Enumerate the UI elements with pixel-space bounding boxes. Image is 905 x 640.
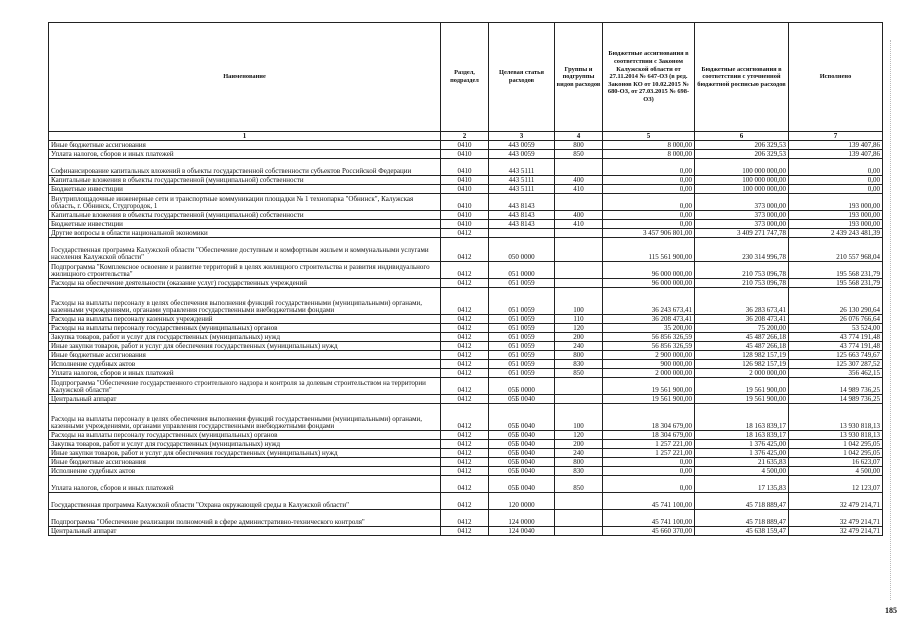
row-budget-law: 36 208 473,41 — [603, 315, 695, 324]
row-executed: 139 407,86 — [789, 141, 883, 150]
row-budget-revised: 210 753 096,78 — [695, 279, 789, 288]
row-executed: 1 042 295,05 — [789, 449, 883, 458]
row-budget-revised: 100 000 000,00 — [695, 176, 789, 185]
row-target: 051 0059 — [489, 315, 555, 324]
row-executed: 16 623,07 — [789, 458, 883, 467]
row-group: 800 — [555, 141, 603, 150]
row-target: 05Б 0040 — [489, 440, 555, 449]
row-target: 051 0059 — [489, 360, 555, 369]
row-budget-revised: 1 376 425,00 — [695, 440, 789, 449]
row-target: 05Б 0040 — [489, 395, 555, 404]
row-section: 0412 — [441, 395, 489, 404]
row-group — [555, 395, 603, 404]
row-budget-law: 0,00 — [603, 467, 695, 476]
row-budget-revised: 373 000,00 — [695, 220, 789, 229]
budget-report-sheet — [48, 22, 882, 536]
column-number: 5 — [603, 132, 695, 141]
row-executed: 14 989 736,25 — [789, 378, 883, 395]
row-executed: 195 568 231,79 — [789, 262, 883, 279]
row-budget-revised: 206 329,53 — [695, 150, 789, 159]
row-executed: 0,00 — [789, 159, 883, 176]
table-row — [49, 150, 883, 159]
row-group — [555, 493, 603, 510]
table-row — [49, 229, 883, 238]
row-section: 0410 — [441, 185, 489, 194]
row-group — [555, 510, 603, 527]
row-target: 05Б 0000 — [489, 378, 555, 395]
table-row — [49, 159, 883, 176]
row-name: Расходы на выплаты персоналу казенных учреждений — [49, 315, 441, 324]
row-executed: 32 479 214,71 — [789, 527, 883, 536]
row-budget-law: 36 243 673,41 — [603, 288, 695, 315]
row-budget-revised: 19 561 900,00 — [695, 395, 789, 404]
row-section: 0412 — [441, 324, 489, 333]
table-row — [49, 238, 883, 262]
table-row — [49, 449, 883, 458]
column-number: 3 — [489, 132, 555, 141]
row-budget-law: 0,00 — [603, 220, 695, 229]
row-name: Государственная программа Калужской области "Обеспечение доступным и комфортным жильем и коммунальными услугами населения Калужской области" — [49, 238, 441, 262]
row-name: Иные закупки товаров, работ и услуг для обеспечения государственных (муниципальных) нужд — [49, 449, 441, 458]
row-budget-revised: 100 000 000,00 — [695, 185, 789, 194]
row-group: 200 — [555, 333, 603, 342]
row-executed: 125 307 287,52 — [789, 360, 883, 369]
table-row — [49, 279, 883, 288]
row-section: 0412 — [441, 510, 489, 527]
table-header — [49, 23, 883, 141]
scan-margin-line — [890, 40, 891, 600]
row-executed: 13 930 818,13 — [789, 404, 883, 431]
row-name: Уплата налогов, сборов и иных платежей — [49, 150, 441, 159]
row-target: 120 0000 — [489, 493, 555, 510]
column-number-row — [49, 132, 883, 141]
row-budget-law: 8 000,00 — [603, 141, 695, 150]
row-group: 240 — [555, 449, 603, 458]
table-row — [49, 141, 883, 150]
row-target: 051 0059 — [489, 369, 555, 378]
header-name: Наименование — [49, 23, 441, 132]
row-section: 0412 — [441, 279, 489, 288]
row-budget-revised: 36 283 673,41 — [695, 288, 789, 315]
row-name: Капитальные вложения в объекты государственной (муниципальной) собственности — [49, 176, 441, 185]
row-section: 0410 — [441, 194, 489, 211]
row-budget-law: 18 304 679,00 — [603, 404, 695, 431]
column-number: 2 — [441, 132, 489, 141]
row-name: Уплата налогов, сборов и иных платежей — [49, 476, 441, 493]
row-group — [555, 238, 603, 262]
table-row — [49, 342, 883, 351]
table-row — [49, 262, 883, 279]
column-number: 4 — [555, 132, 603, 141]
row-group: 800 — [555, 351, 603, 360]
row-name: Софинансирование капитальных вложений в объекты государственной собственности субъектов Российской Федерации — [49, 159, 441, 176]
row-name: Государственная программа Калужской области "Охрана окружающей среды в Калужской области" — [49, 493, 441, 510]
row-budget-revised: 45 487 266,18 — [695, 342, 789, 351]
table-row — [49, 493, 883, 510]
row-section: 0412 — [441, 351, 489, 360]
row-section: 0412 — [441, 404, 489, 431]
table-row — [49, 527, 883, 536]
row-target — [489, 229, 555, 238]
row-group: 120 — [555, 431, 603, 440]
row-section: 0412 — [441, 378, 489, 395]
header-target: Целевая статья расходов — [489, 23, 555, 132]
row-section: 0412 — [441, 360, 489, 369]
row-group: 240 — [555, 342, 603, 351]
row-executed: 4 500,00 — [789, 467, 883, 476]
row-budget-revised: 18 163 839,17 — [695, 431, 789, 440]
table-row — [49, 510, 883, 527]
row-name: Расходы на выплаты персоналу государственных (муниципальных) органов — [49, 431, 441, 440]
row-executed: 210 557 968,04 — [789, 238, 883, 262]
table-row — [49, 404, 883, 431]
row-section: 0410 — [441, 176, 489, 185]
row-section: 0412 — [441, 262, 489, 279]
row-budget-law: 45 741 100,00 — [603, 493, 695, 510]
row-budget-law: 1 257 221,00 — [603, 440, 695, 449]
column-number: 6 — [695, 132, 789, 141]
row-section: 0412 — [441, 342, 489, 351]
row-executed: 13 930 818,13 — [789, 431, 883, 440]
row-target: 443 8143 — [489, 194, 555, 211]
row-group: 830 — [555, 467, 603, 476]
row-group — [555, 262, 603, 279]
table-row — [49, 211, 883, 220]
row-group: 830 — [555, 360, 603, 369]
row-name: Расходы на выплаты персоналу государственных (муниципальных) органов — [49, 324, 441, 333]
row-executed: 12 123,07 — [789, 476, 883, 493]
row-target: 05Б 0040 — [489, 449, 555, 458]
table-row — [49, 395, 883, 404]
row-executed: 32 479 214,71 — [789, 510, 883, 527]
row-budget-law: 96 000 000,00 — [603, 262, 695, 279]
row-name: Другие вопросы в области национальной экономики — [49, 229, 441, 238]
row-target: 443 5111 — [489, 159, 555, 176]
row-group: 400 — [555, 211, 603, 220]
row-budget-law: 0,00 — [603, 476, 695, 493]
row-group: 110 — [555, 315, 603, 324]
row-section: 0412 — [441, 467, 489, 476]
page-number: 185 — [885, 606, 897, 615]
row-group: 100 — [555, 288, 603, 315]
row-section: 0412 — [441, 238, 489, 262]
column-number: 1 — [49, 132, 441, 141]
row-section: 0412 — [441, 315, 489, 324]
row-budget-law: 56 856 326,59 — [603, 342, 695, 351]
row-budget-revised: 45 718 889,47 — [695, 493, 789, 510]
row-budget-revised: 36 208 473,41 — [695, 315, 789, 324]
row-target: 05Б 0040 — [489, 404, 555, 431]
table-row — [49, 351, 883, 360]
row-section: 0410 — [441, 220, 489, 229]
row-executed: 0,00 — [789, 176, 883, 185]
row-name: Иные закупки товаров, работ и услуг для обеспечения государственных (муниципальных) нужд — [49, 342, 441, 351]
header-section: Раздел, подраздел — [441, 23, 489, 132]
row-section: 0412 — [441, 458, 489, 467]
row-section: 0412 — [441, 229, 489, 238]
table-row — [49, 458, 883, 467]
row-group — [555, 527, 603, 536]
row-budget-revised: 45 718 889,47 — [695, 510, 789, 527]
row-budget-revised: 18 163 839,17 — [695, 404, 789, 431]
row-target: 051 0059 — [489, 342, 555, 351]
row-target: 443 5111 — [489, 176, 555, 185]
header-group: Группы и подгруппы видов расходов — [555, 23, 603, 132]
row-executed: 53 524,00 — [789, 324, 883, 333]
row-section: 0412 — [441, 369, 489, 378]
row-budget-revised: 373 000,00 — [695, 211, 789, 220]
row-group: 200 — [555, 440, 603, 449]
table-row — [49, 176, 883, 185]
row-name: Внутриплощадочные инженерные сети и транспортные коммуникации площадки № 1 технопарка "Обнинск", Калужская область, г. Обнинск, Студгородок, 1 — [49, 194, 441, 211]
row-budget-revised: 17 135,83 — [695, 476, 789, 493]
row-target: 051 0059 — [489, 288, 555, 315]
header-budget-law: Бюджетные ассигнования в соответствии с Законом Калужской области от 27.11.2014 № 647-ОЗ (в ред. Законов КО от 10.02.2015 № 680-ОЗ, от 27.03.2015 № 698-ОЗ) — [603, 23, 695, 132]
row-target: 443 8143 — [489, 211, 555, 220]
row-budget-revised: 4 500,00 — [695, 467, 789, 476]
row-budget-revised: 230 314 996,78 — [695, 238, 789, 262]
table-row — [49, 378, 883, 395]
table-row — [49, 288, 883, 315]
row-budget-law: 115 561 900,00 — [603, 238, 695, 262]
row-executed: 26 130 290,64 — [789, 288, 883, 315]
row-group: 400 — [555, 176, 603, 185]
row-name: Закупка товаров, работ и услуг для государственных (муниципальных) нужд — [49, 440, 441, 449]
row-budget-law: 96 000 000,00 — [603, 279, 695, 288]
row-budget-law: 0,00 — [603, 185, 695, 194]
row-budget-law: 0,00 — [603, 211, 695, 220]
row-section: 0412 — [441, 476, 489, 493]
row-target: 051 0059 — [489, 333, 555, 342]
row-target: 051 0059 — [489, 324, 555, 333]
row-executed: 1 042 295,05 — [789, 440, 883, 449]
row-name: Расходы на обеспечение деятельности (оказание услуг) государственных учреждений — [49, 279, 441, 288]
row-executed: 193 000,00 — [789, 220, 883, 229]
row-name: Иные бюджетные ассигнования — [49, 458, 441, 467]
row-group: 100 — [555, 404, 603, 431]
row-budget-law: 45 741 100,00 — [603, 510, 695, 527]
row-name: Иные бюджетные ассигнования — [49, 141, 441, 150]
row-group: 800 — [555, 458, 603, 467]
row-name: Расходы на выплаты персоналу в целях обеспечения выполнения функций государственными (муниципальными) органами, казенными учреждениями, органами управления государственными внебюджетными фондами — [49, 404, 441, 431]
row-target: 443 8143 — [489, 220, 555, 229]
row-section: 0412 — [441, 288, 489, 315]
row-group — [555, 194, 603, 211]
row-section: 0412 — [441, 493, 489, 510]
row-name: Центральный аппарат — [49, 527, 441, 536]
row-executed: 14 989 736,25 — [789, 395, 883, 404]
row-target: 05Б 0040 — [489, 476, 555, 493]
row-target: 050 0000 — [489, 238, 555, 262]
row-budget-law: 900 000,00 — [603, 360, 695, 369]
row-executed: 139 407,86 — [789, 150, 883, 159]
row-budget-law: 3 457 906 801,00 — [603, 229, 695, 238]
row-target: 05Б 0040 — [489, 431, 555, 440]
table-row — [49, 220, 883, 229]
row-group: 850 — [555, 476, 603, 493]
budget-execution-table — [48, 22, 883, 536]
row-group — [555, 159, 603, 176]
row-name: Исполнение судебных актов — [49, 467, 441, 476]
row-target: 443 0059 — [489, 141, 555, 150]
row-name: Подпрограмма "Обеспечение реализации полномочий в сфере административно-технического контроля" — [49, 510, 441, 527]
table-row — [49, 185, 883, 194]
row-group: 120 — [555, 324, 603, 333]
row-group: 850 — [555, 369, 603, 378]
row-executed: 43 774 191,48 — [789, 333, 883, 342]
row-target: 05Б 0040 — [489, 458, 555, 467]
row-budget-law: 45 660 370,00 — [603, 527, 695, 536]
row-target: 051 0000 — [489, 262, 555, 279]
row-section: 0412 — [441, 527, 489, 536]
row-budget-law: 0,00 — [603, 458, 695, 467]
table-row — [49, 194, 883, 211]
row-executed: 0,00 — [789, 185, 883, 194]
row-group: 410 — [555, 185, 603, 194]
row-target: 443 0059 — [489, 150, 555, 159]
row-section: 0412 — [441, 440, 489, 449]
row-budget-revised: 45 487 266,18 — [695, 333, 789, 342]
row-budget-revised: 3 409 271 747,78 — [695, 229, 789, 238]
row-budget-revised: 100 000 000,00 — [695, 159, 789, 176]
row-section: 0410 — [441, 159, 489, 176]
row-section: 0412 — [441, 333, 489, 342]
row-target: 124 0040 — [489, 527, 555, 536]
table-row — [49, 360, 883, 369]
row-executed: 356 462,15 — [789, 369, 883, 378]
row-section: 0410 — [441, 211, 489, 220]
row-section: 0410 — [441, 150, 489, 159]
row-budget-law: 0,00 — [603, 176, 695, 185]
row-name: Центральный аппарат — [49, 395, 441, 404]
row-name: Бюджетные инвестиции — [49, 185, 441, 194]
row-executed: 2 439 243 481,39 — [789, 229, 883, 238]
row-group — [555, 279, 603, 288]
row-target: 051 0059 — [489, 279, 555, 288]
row-target: 124 0000 — [489, 510, 555, 527]
row-group: 850 — [555, 150, 603, 159]
table-row — [49, 315, 883, 324]
row-section: 0412 — [441, 449, 489, 458]
row-target: 051 0059 — [489, 351, 555, 360]
row-budget-law: 1 257 221,00 — [603, 449, 695, 458]
row-group: 410 — [555, 220, 603, 229]
row-budget-law: 2 900 000,00 — [603, 351, 695, 360]
table-row — [49, 431, 883, 440]
row-executed: 32 479 214,71 — [789, 493, 883, 510]
row-budget-law: 0,00 — [603, 159, 695, 176]
row-budget-revised: 1 376 425,00 — [695, 449, 789, 458]
row-group — [555, 378, 603, 395]
row-budget-revised: 373 000,00 — [695, 194, 789, 211]
row-budget-law: 35 200,00 — [603, 324, 695, 333]
row-name: Исполнение судебных актов — [49, 360, 441, 369]
row-name: Подпрограмма "Комплексное освоение и развитие территорий в целях жилищного строительства и развития индивидуального жилищного строительства" — [49, 262, 441, 279]
row-budget-law: 18 304 679,00 — [603, 431, 695, 440]
table-row — [49, 440, 883, 449]
header-budget-revised: Бюджетные ассигнования в соответствии с уточненной бюджетной росписью расходов — [695, 23, 789, 132]
row-target: 443 5111 — [489, 185, 555, 194]
row-name: Расходы на выплаты персоналу в целях обеспечения выполнения функций государственными (муниципальными) органами, казенными учреждениями, органами управления государственными внебюджетными фондами — [49, 288, 441, 315]
row-budget-revised: 21 635,83 — [695, 458, 789, 467]
row-executed: 193 000,00 — [789, 194, 883, 211]
row-budget-revised: 126 982 157,19 — [695, 360, 789, 369]
row-executed: 125 663 749,67 — [789, 351, 883, 360]
row-budget-revised: 206 329,53 — [695, 141, 789, 150]
row-budget-revised: 75 200,00 — [695, 324, 789, 333]
row-budget-revised: 210 753 096,78 — [695, 262, 789, 279]
table-row — [49, 324, 883, 333]
row-budget-revised: 45 638 159,47 — [695, 527, 789, 536]
row-name: Уплата налогов, сборов и иных платежей — [49, 369, 441, 378]
row-budget-law: 0,00 — [603, 194, 695, 211]
row-name: Бюджетные инвестиции — [49, 220, 441, 229]
row-section: 0410 — [441, 141, 489, 150]
row-target: 05Б 0040 — [489, 467, 555, 476]
row-budget-revised: 128 982 157,19 — [695, 351, 789, 360]
row-executed: 26 076 766,64 — [789, 315, 883, 324]
row-budget-law: 19 561 900,00 — [603, 395, 695, 404]
row-name: Подпрограмма "Обеспечение государственного строительного надзора и контроля за долевым строительством на территории Калужской области" — [49, 378, 441, 395]
row-budget-revised: 2 000 000,00 — [695, 369, 789, 378]
table-row — [49, 333, 883, 342]
row-budget-law: 56 856 326,59 — [603, 333, 695, 342]
row-name: Закупка товаров, работ и услуг для государственных (муниципальных) нужд — [49, 333, 441, 342]
row-name: Иные бюджетные ассигнования — [49, 351, 441, 360]
table-row — [49, 369, 883, 378]
row-group — [555, 229, 603, 238]
table-row — [49, 476, 883, 493]
table-body — [49, 141, 883, 536]
row-executed: 193 000,00 — [789, 211, 883, 220]
row-executed: 195 568 231,79 — [789, 279, 883, 288]
column-number: 7 — [789, 132, 883, 141]
row-executed: 43 774 191,48 — [789, 342, 883, 351]
row-budget-law: 8 000,00 — [603, 150, 695, 159]
row-budget-law: 2 000 000,00 — [603, 369, 695, 378]
row-section: 0412 — [441, 431, 489, 440]
row-name: Капитальные вложения в объекты государственной (муниципальной) собственности — [49, 211, 441, 220]
table-row — [49, 467, 883, 476]
row-budget-law: 19 561 900,00 — [603, 378, 695, 395]
row-budget-revised: 19 561 900,00 — [695, 378, 789, 395]
header-executed: Исполнено — [789, 23, 883, 132]
